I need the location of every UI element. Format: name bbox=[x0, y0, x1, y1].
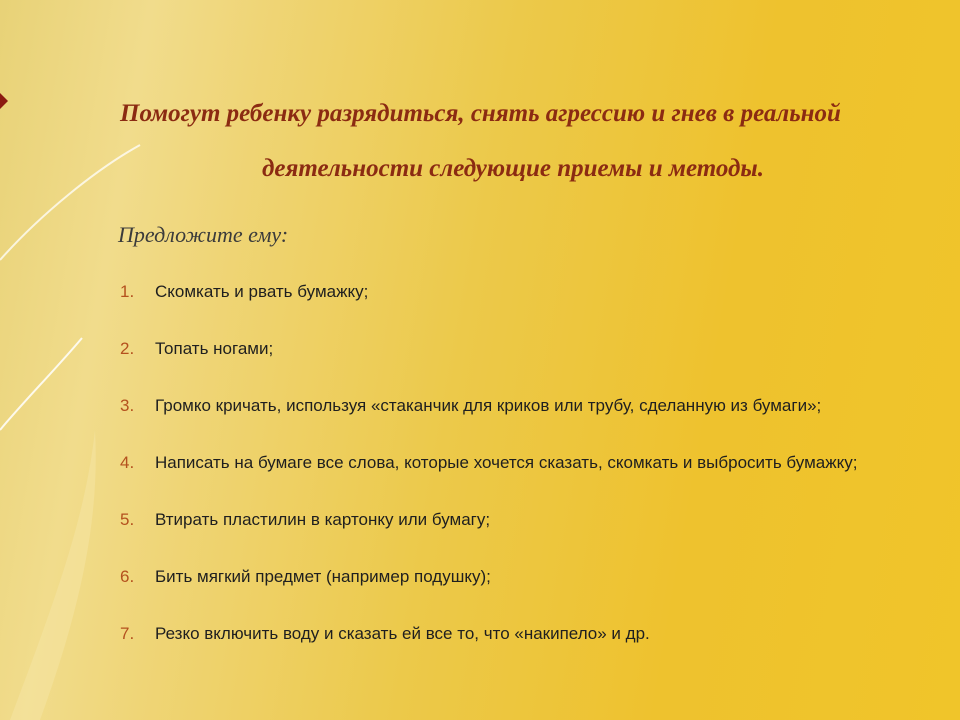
list-item-number: 7. bbox=[120, 624, 135, 643]
list-item-text: Топать ногами; bbox=[155, 339, 274, 358]
slide-title-line-1: Помогут ребенку разрядиться, снять агрессию и гнев в реальной bbox=[120, 100, 841, 127]
list-item-text: Резко включить воду и сказать ей все то, что «накипело» и др. bbox=[155, 624, 650, 643]
list-item-number: 6. bbox=[120, 567, 135, 586]
list-item-text: Втирать пластилин в картонку или бумагу; bbox=[155, 510, 491, 529]
list-item-number: 3. bbox=[120, 396, 135, 415]
list-item-number: 2. bbox=[120, 339, 135, 358]
slide-title-line-2: деятельности следующие приемы и методы. bbox=[262, 155, 765, 182]
methods-list bbox=[0, 270, 960, 670]
list-item-text: Громко кричать, используя «стаканчик для криков или трубу, сделанную из бумаги»; bbox=[155, 396, 822, 415]
slide-subtitle: Предложите ему: bbox=[118, 222, 289, 247]
list-item-number: 5. bbox=[120, 510, 135, 529]
list-item-text: Бить мягкий предмет (например подушку); bbox=[155, 567, 491, 586]
list-item-number: 1. bbox=[120, 282, 135, 301]
list-item-number: 4. bbox=[120, 453, 135, 472]
slide-title bbox=[0, 95, 960, 195]
list-item-text: Написать на бумаге все слова, которые хочется сказать, скомкать и выбросить бумажку; bbox=[155, 453, 858, 472]
list-item-text: Скомкать и рвать бумажку; bbox=[155, 282, 369, 301]
